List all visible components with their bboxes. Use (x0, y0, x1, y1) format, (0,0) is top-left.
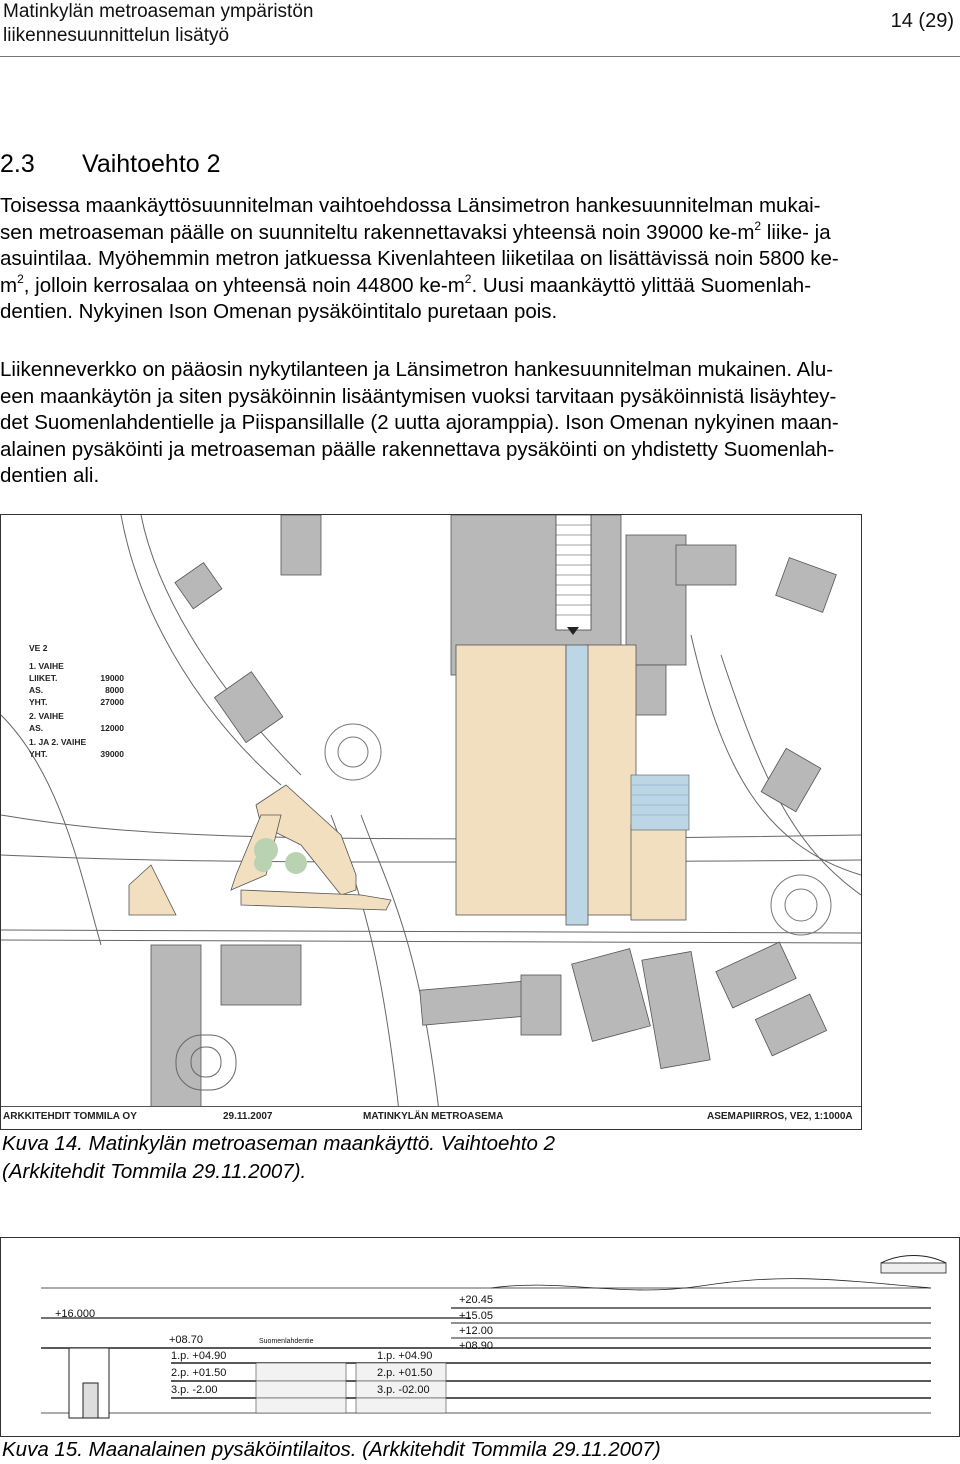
para1-line: sen metroaseman päälle on suunniteltu rakennettavaksi yhteensä noin 39000 $ke-m^2$ liike- ja (0, 218, 831, 244)
para2-line: Liikenneverkko on pääosin nykytilanteen ja Länsimetron hankesuunnitelman mukainen. Alu- (0, 358, 834, 381)
legend-phase12: 1. JA 2. VAIHE (29, 737, 87, 747)
architect-name: ARKKITEHDIT TOMMILA OY (3, 1111, 137, 1122)
level-label: 2.p. +01.50 (377, 1367, 433, 1379)
drawing-title: ASEMAPIIRROS, VE2, 1:1000A (707, 1111, 853, 1122)
header-title-line1: Matinkylän metroaseman ympäristön (3, 1, 314, 22)
paragraph-1 (0, 193, 958, 326)
site-plan-legend (29, 642, 124, 760)
header-divider (0, 56, 960, 57)
site-plan-title-block (1, 1106, 861, 1129)
figure1-caption (2, 1130, 555, 1186)
section-number: 2.3 (0, 150, 35, 178)
elevation-label: +15.05 (459, 1310, 493, 1322)
legend-phase1: 1. VAIHE (29, 661, 64, 671)
para1-line: $m^2$, jolloin kerrosalaa on yhteensä noin 44800 $ke-m^2$. Uusi maankäyttö ylittää Suomenlah- (0, 271, 812, 297)
elevation-label: +16.000 (55, 1308, 96, 1320)
legend-title: VE 2 (29, 643, 48, 653)
level-label: 3.p. -2.00 (171, 1384, 218, 1396)
legend-row: LIIKET. 19000 (29, 673, 124, 683)
site-plan-figure (0, 514, 862, 1130)
elevation-label: +08.90 (459, 1340, 493, 1352)
legend-row: AS. 12000 (29, 723, 124, 733)
header-title-line2: liikennesuunnittelun lisätyö (3, 25, 230, 46)
caption-line: (Arkkitehdit Tommila 29.11.2007). (2, 1160, 307, 1183)
elevation-label: +20.45 (459, 1294, 493, 1306)
legend-phase2: 2. VAIHE (29, 711, 64, 721)
legend-row: YHT. 27000 (29, 697, 124, 707)
legend-row: YHT. 39000 (29, 749, 124, 759)
section-title: Vaihtoehto 2 (82, 150, 221, 178)
figure2-caption: Kuva 15. Maanalainen pysäköintilaitos. (Arkkitehdit Tommila 29.11.2007) (2, 1438, 661, 1461)
legend-row: AS. 8000 (29, 685, 124, 695)
para1-line: asuintilaa. Myöhemmin metron jatkuessa Kivenlahteen liiketilaa on lisättävissä noin 5800 ke- (0, 247, 839, 270)
level-label: 3.p. -02.00 (377, 1384, 430, 1396)
para1-line: Toisessa maankäyttösuunnitelman vaihtoehdossa Länsimetron hankesuunnitelman mukai- (0, 194, 821, 217)
project-name: MATINKYLÄN METROASEMA (363, 1111, 504, 1122)
para2-line: dentien ali. (0, 464, 100, 487)
document-header-title (3, 0, 313, 48)
section-figure (0, 1237, 960, 1437)
caption-line: Kuva 14. Matinkylän metroaseman maankäyttö. Vaihtoehto 2 (2, 1132, 556, 1155)
para1-line: dentien. Nykyinen Ison Omenan pysäköintitalo puretaan pois. (0, 300, 558, 323)
para2-line: een maankäytön ja siten pysäköinnin lisääntymisen vuoksi tarvitaan pysäköinnistä lisäyhtey- (0, 384, 837, 408)
street-label: Suomenlahdentie (259, 1338, 314, 1345)
page-number: 14 (29) (890, 10, 954, 32)
para2-line: det Suomenlahdentielle ja Piispansillalle (2 uutta ajoramppia). Ison Omenan nykyinen maan- (0, 411, 839, 434)
para2-line: alainen pysäköinti ja metroaseman päälle rakennettava pysäköinti on yhdistetty Suomenlah- (0, 437, 835, 461)
section-drawing (1, 1238, 959, 1436)
elevation-label: +08.70 (169, 1334, 203, 1346)
site-plan-drawing (1, 515, 861, 1129)
plan-date: 29.11.2007 (223, 1111, 273, 1122)
elevation-label: +12.00 (459, 1325, 493, 1337)
level-label: 1.p. +04.90 (171, 1350, 227, 1362)
paragraph-2 (0, 357, 958, 490)
level-label: 1.p. +04.90 (377, 1350, 433, 1362)
level-label: 2.p. +01.50 (171, 1367, 227, 1379)
